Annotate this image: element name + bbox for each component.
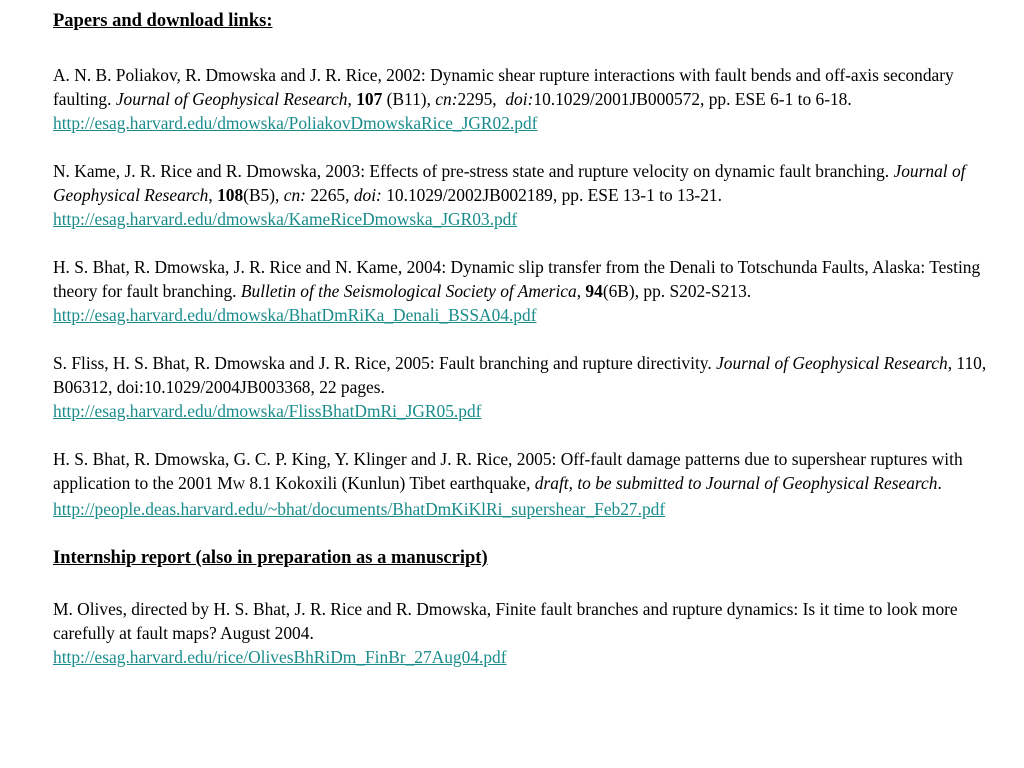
papers-heading: Papers and download links: xyxy=(53,11,273,31)
paper-entry-bhat-denali xyxy=(53,255,998,327)
paper-journal: Bulletin of the Seismological Society of America xyxy=(240,281,577,301)
paper-citation: H. S. Bhat, R. Dmowska, G. C. P. King, Y. Klinger and J. R. Rice, 2005: Off-fault damage patterns due to supershear ruptures with application to the 2001 MW 8.1 Kokoxili (Kunlun) Tibet earthquake, draft, to be submitted to Journal of Geophysical Research. xyxy=(53,449,963,493)
paper-citation: A. N. B. Poliakov, R. Dmowska and J. R. Rice, 2002: Dynamic shear rupture interactions with fault bends and off-axis secondary faulting. Journal of Geophysical Research, 107 (B11), cn:2295, doi:10.1029/2001JB000572, pp. ESE 6-1 to 6-18. xyxy=(53,65,954,109)
paper-citation: S. Fliss, H. S. Bhat, R. Dmowska and J. R. Rice, 2005: Fault branching and rupture directivity. Journal of Geophysical Research, 110, B06312, doi:10.1029/2004JB003368, 22 pages. xyxy=(53,353,987,397)
paper-download-link[interactable]: http://people.deas.harvard.edu/~bhat/documents/BhatDmKiKlRi_supershear_Feb27.pdf xyxy=(53,499,666,519)
paper-journal: Journal of Geophysical Research xyxy=(115,89,348,109)
paper-entry-bhat-supershear xyxy=(53,447,998,521)
paper-journal: Journal of Geophysical Research xyxy=(53,161,966,205)
document-page xyxy=(53,8,998,669)
paper-journal: Journal of Geophysical Research xyxy=(716,353,948,373)
paper-entry-poliakov xyxy=(53,63,998,135)
paper-draft-note: draft, to be submitted to Journal of Geophysical Research xyxy=(534,473,938,493)
paper-volume: 107 xyxy=(356,89,383,109)
paper-download-link[interactable]: http://esag.harvard.edu/dmowska/KameRiceDmowska_JGR03.pdf xyxy=(53,209,518,229)
paper-download-link[interactable]: http://esag.harvard.edu/dmowska/BhatDmRiKa_Denali_BSSA04.pdf xyxy=(53,305,537,325)
paper-download-link[interactable]: http://esag.harvard.edu/dmowska/PoliakovDmowskaRice_JGR02.pdf xyxy=(53,113,538,133)
paper-entry-fliss xyxy=(53,351,998,423)
internship-download-link[interactable]: http://esag.harvard.edu/rice/OlivesBhRiDm_FinBr_27Aug04.pdf xyxy=(53,647,507,667)
magnitude-subscript: W xyxy=(232,477,245,492)
internship-heading: Internship report (also in preparation as a manuscript) xyxy=(53,548,488,568)
paper-download-link[interactable]: http://esag.harvard.edu/dmowska/FlissBhatDmRi_JGR05.pdf xyxy=(53,401,482,421)
paper-authors: S. Fliss, H. S. Bhat, R. Dmowska and J. R. Rice, 2005: Fault branching and rupture directivity. xyxy=(53,353,712,373)
internship-entry xyxy=(53,597,998,669)
paper-citation: H. S. Bhat, R. Dmowska, J. R. Rice and N. Kame, 2004: Dynamic slip transfer from the Denali to Totschunda Faults, Alaska: Testing theory for fault branching. Bulletin of the Seismological Society of America, 94(6B), pp. S202-S213. xyxy=(53,257,981,301)
paper-authors: A. N. B. Poliakov, R. Dmowska and J. R. Rice, 2002: Dynamic shear rupture interactions with fault bends and off-axis secondary faulting. xyxy=(53,65,954,109)
paper-entry-kame xyxy=(53,159,998,231)
paper-authors: N. Kame, J. R. Rice and R. Dmowska, 2003: Effects of pre-stress state and rupture velocity on dynamic fault branching. xyxy=(53,161,890,181)
paper-volume: 108 xyxy=(217,185,244,205)
internship-citation: M. Olives, directed by H. S. Bhat, J. R. Rice and R. Dmowska, Finite fault branches and rupture dynamics: Is it time to look more carefully at fault maps? August 2004. xyxy=(53,599,958,643)
paper-authors: H. S. Bhat, R. Dmowska, G. C. P. King, Y. Klinger and J. R. Rice, 2005: Off-fault damage patterns due to supershear ruptures with application to the 2001 M xyxy=(53,449,963,493)
paper-volume: 94 xyxy=(585,281,603,301)
paper-authors: H. S. Bhat, R. Dmowska, J. R. Rice and N. Kame, 2004: Dynamic slip transfer from the Denali to Totschunda Faults, Alaska: Testing theory for fault branching. xyxy=(53,257,981,301)
paper-citation: N. Kame, J. R. Rice and R. Dmowska, 2003: Effects of pre-stress state and rupture velocity on dynamic fault branching. Journal of Geophysical Research, 108(B5), cn: 2265, doi: 10.1029/2002JB002189, pp. ESE 13-1 to 13-21. xyxy=(53,161,966,205)
